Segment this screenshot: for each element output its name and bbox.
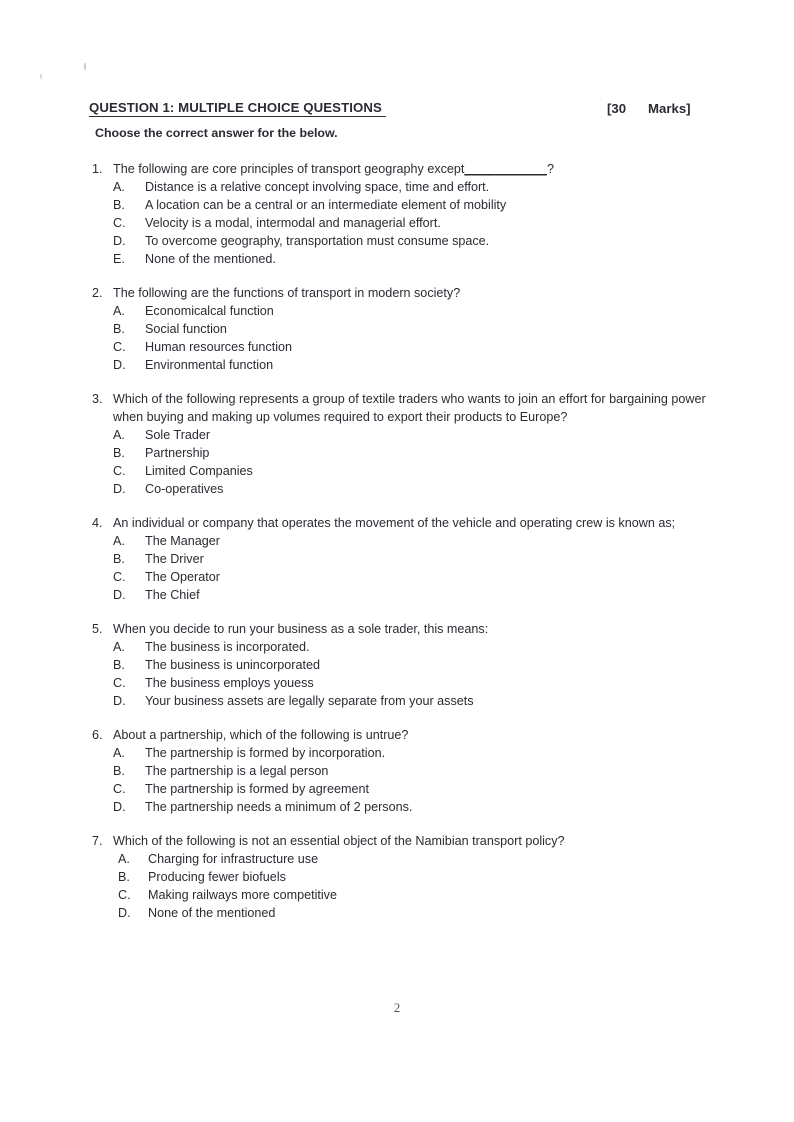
option-letter: A. [113, 746, 125, 760]
option-text: Charging for infrastructure use [148, 852, 319, 866]
question-text: Which of the following represents a group of textile traders who wants to join an effort for bargaining power when buying and making up volumes required to export their products to Europe? [113, 392, 706, 424]
question-stem [0, 726, 794, 744]
option-letter: D. [113, 694, 126, 708]
option-text: The partnership is a legal person [145, 764, 329, 778]
option-letter: D. [113, 358, 126, 372]
option-item[interactable] [0, 674, 794, 692]
option-item[interactable] [0, 302, 794, 320]
question-number: 3. [92, 392, 103, 406]
option-text: The business is incorporated. [145, 640, 310, 654]
question-text: An individual or company that operates the movement of the vehicle and operating crew is known as; [113, 516, 676, 530]
option-text: The Driver [145, 552, 204, 566]
option-text: Velocity is a modal, intermodal and managerial effort. [145, 216, 441, 230]
option-letter: A. [113, 640, 125, 654]
option-text: Economicalcal function [145, 304, 274, 318]
scan-speck [40, 74, 42, 79]
option-letter: B. [113, 552, 125, 566]
option-text: None of the mentioned. [145, 252, 276, 266]
option-item[interactable] [0, 780, 794, 798]
question-stem [0, 620, 794, 638]
question-text: The following are the functions of transport in modern society? [113, 286, 461, 300]
option-item[interactable] [0, 568, 794, 586]
option-text: To overcome geography, transportation must consume space. [145, 234, 490, 248]
option-item[interactable] [0, 744, 794, 762]
question-number: 1. [92, 162, 103, 176]
question-text: When you decide to run your business as a sole trader, this means: [113, 622, 489, 636]
option-item[interactable] [0, 320, 794, 338]
scan-speck [84, 63, 86, 70]
option-letter: C. [113, 340, 126, 354]
options-list [0, 178, 794, 268]
option-text: Partnership [145, 446, 210, 460]
question-stem [0, 514, 794, 532]
options-list [0, 302, 794, 374]
option-letter: B. [113, 322, 125, 336]
option-item[interactable] [0, 196, 794, 214]
option-letter: A. [113, 428, 125, 442]
option-text: The Manager [145, 534, 220, 548]
option-text: The partnership is formed by agreement [145, 782, 370, 796]
option-text: Your business assets are legally separate from your assets [145, 694, 474, 708]
option-letter: B. [118, 870, 130, 884]
option-item[interactable] [0, 462, 794, 480]
option-item[interactable] [0, 550, 794, 568]
question-number: 6. [92, 728, 103, 742]
question-text: Which of the following is not an essential object of the Namibian transport policy? [113, 834, 565, 848]
option-item[interactable] [0, 886, 794, 904]
option-text: Human resources function [145, 340, 292, 354]
option-letter: C. [113, 570, 126, 584]
option-letter: E. [113, 252, 125, 266]
option-letter: D. [113, 588, 126, 602]
option-text: Producing fewer biofuels [148, 870, 286, 884]
option-letter: D. [113, 234, 126, 248]
page-number: 2 [393, 1000, 401, 1015]
question-number: 4. [92, 516, 103, 530]
option-item[interactable] [0, 762, 794, 780]
option-text: The business is unincorporated [145, 658, 321, 672]
option-text: The business employs youess [145, 676, 314, 690]
option-text: None of the mentioned [148, 906, 276, 920]
option-text: Making railways more competitive [148, 888, 337, 902]
option-text: Social function [145, 322, 227, 336]
option-letter: A. [113, 304, 125, 318]
option-item[interactable] [0, 868, 794, 886]
option-letter: C. [113, 464, 126, 478]
options-list [0, 638, 794, 710]
question-stem [0, 832, 794, 850]
question-item [0, 284, 794, 374]
option-letter: C. [113, 216, 126, 230]
options-list [0, 744, 794, 816]
option-letter: D. [113, 800, 126, 814]
option-letter: B. [113, 658, 125, 672]
question-header [0, 100, 794, 120]
option-item[interactable] [0, 250, 794, 268]
option-item[interactable] [0, 444, 794, 462]
option-item[interactable] [0, 656, 794, 674]
option-text: A location can be a central or an intermediate element of mobility [145, 198, 507, 212]
option-item[interactable] [0, 532, 794, 550]
option-item[interactable] [0, 798, 794, 816]
option-text: Distance is a relative concept involving space, time and effort. [145, 180, 490, 194]
option-letter: B. [113, 446, 125, 460]
option-letter: C. [113, 676, 126, 690]
option-letter: B. [113, 198, 125, 212]
option-item[interactable] [0, 904, 794, 922]
questions-list [0, 160, 794, 922]
option-letter: D. [118, 906, 131, 920]
option-item[interactable] [0, 338, 794, 356]
answer-blank: ___________ [464, 162, 547, 176]
option-text: Co-operatives [145, 482, 224, 496]
option-text: Environmental function [145, 358, 274, 372]
option-text: Limited Companies [145, 464, 253, 478]
option-letter: D. [113, 482, 126, 496]
option-letter: C. [113, 782, 126, 796]
instruction-text: Choose the correct answer for the below. [95, 126, 338, 140]
options-list [0, 850, 794, 922]
option-letter: B. [113, 764, 125, 778]
page-title: QUESTION 1: MULTIPLE CHOICE QUESTIONS [89, 100, 386, 115]
question-stem-part: The following are core principles of transport geography except [113, 162, 465, 176]
question-item [0, 390, 794, 498]
marks-allocation: [30 Marks] [607, 101, 691, 116]
question-text [113, 160, 714, 178]
question-item [0, 620, 794, 710]
question-text: About a partnership, which of the following is untrue? [113, 728, 409, 742]
option-item[interactable] [0, 426, 794, 444]
question-stem [0, 160, 794, 178]
option-text: The Operator [145, 570, 220, 584]
option-item[interactable] [0, 356, 794, 374]
option-item[interactable] [0, 214, 794, 232]
page-content [0, 100, 794, 938]
option-text: Sole Trader [145, 428, 211, 442]
question-item [0, 832, 794, 922]
options-list [0, 532, 794, 604]
option-text: The Chief [145, 588, 200, 602]
option-item[interactable] [0, 232, 794, 250]
question-stem [0, 390, 794, 426]
options-list [0, 426, 794, 498]
question-item [0, 160, 794, 268]
option-letter: A. [113, 534, 125, 548]
question-number: 2. [92, 286, 103, 300]
option-item[interactable] [0, 850, 794, 868]
question-stem [0, 284, 794, 302]
option-text: The partnership needs a minimum of 2 persons. [145, 800, 413, 814]
question-number: 7. [92, 834, 103, 848]
option-item[interactable] [0, 692, 794, 710]
option-item[interactable] [0, 480, 794, 498]
question-stem-suffix: ? [546, 162, 554, 176]
option-item[interactable] [0, 638, 794, 656]
question-item [0, 514, 794, 604]
option-letter: A. [113, 180, 125, 194]
option-text: The partnership is formed by incorporation. [145, 746, 386, 760]
option-letter: C. [118, 888, 131, 902]
question-item [0, 726, 794, 816]
option-item[interactable] [0, 178, 794, 196]
option-letter: A. [118, 852, 130, 866]
option-item[interactable] [0, 586, 794, 604]
question-number: 5. [92, 622, 103, 636]
